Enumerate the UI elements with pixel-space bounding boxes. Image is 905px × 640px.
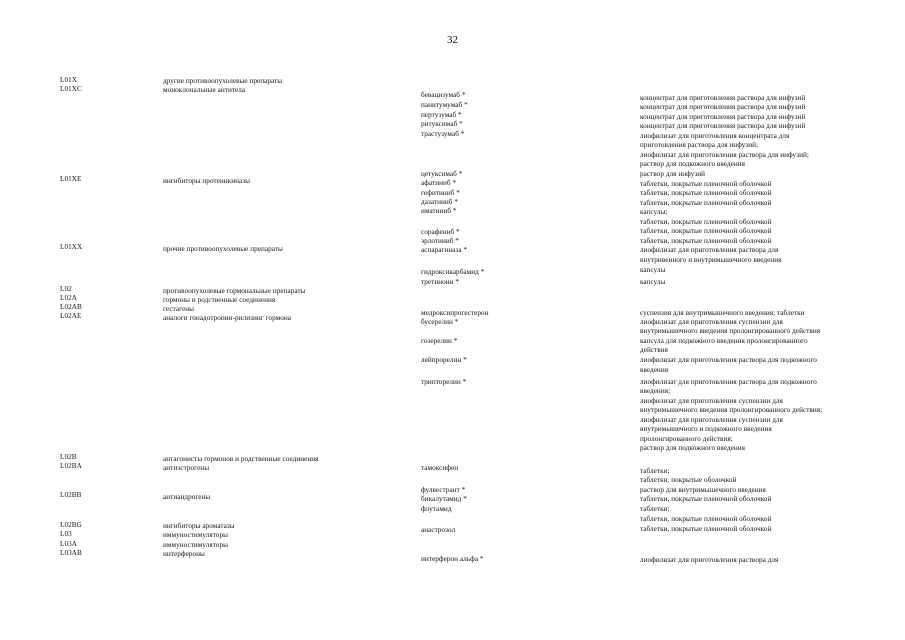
drug-name: бикалутамид *: [421, 495, 467, 503]
dosage-form: таблетки, покрытые оболочкой: [640, 476, 737, 484]
atx-code: L02AB: [60, 303, 82, 311]
dosage-form: концентрат для приготовления раствора для инфузий: [640, 94, 806, 102]
dosage-form: лиофилизат для приготовления раствора для подкожного: [640, 378, 817, 386]
group-description: противоопухолевые гормональные препараты: [163, 287, 306, 295]
dosage-form: таблетки;: [640, 467, 670, 475]
dosage-form: внутримышечного введения пролонгированного действия: [640, 327, 821, 335]
dosage-form: раствор для внутримышечного введения: [640, 486, 766, 494]
dosage-form: таблетки, покрытые пленочной оболочкой: [640, 495, 772, 503]
atx-code: L01XE: [60, 175, 82, 183]
dosage-form: действия: [640, 346, 668, 354]
dosage-form: капсулы: [640, 266, 666, 274]
drug-name: гидроксикарбамид *: [421, 268, 485, 276]
dosage-form: таблетки, покрытые пленочной оболочкой: [640, 189, 772, 197]
dosage-form: концентрат для приготовления раствора для инфузий: [640, 103, 806, 111]
drug-name: цетуксимаб *: [421, 170, 463, 178]
dosage-form: введения;: [640, 387, 671, 395]
group-description: ингибиторы протеинкиназы: [163, 177, 251, 185]
dosage-form: таблетки, покрытые пленочной оболочкой: [640, 180, 772, 188]
dosage-form: лиофилизат для приготовления раствора для инфузий;: [640, 151, 809, 159]
dosage-form: лиофилизат для приготовления раствора для подкожного: [640, 356, 817, 364]
group-description: антагонисты гормонов и родственные соединения: [163, 455, 319, 463]
dosage-form: раствор для подкожного введения: [640, 444, 746, 452]
atx-code: L02BA: [60, 462, 82, 470]
group-description: антиандрогены: [163, 493, 211, 501]
dosage-form: таблетки, покрытые пленочной оболочкой: [640, 515, 772, 523]
drug-name: лейпрорелин *: [421, 356, 467, 364]
group-description: иммуностимуляторы: [163, 541, 228, 549]
dosage-form: лиофилизат для приготовления раствора для: [640, 246, 779, 254]
group-description: гестагены: [163, 305, 195, 313]
atx-code: L02B: [60, 453, 77, 461]
dosage-form: таблетки, покрытые пленочной оболочкой: [640, 218, 772, 226]
atx-code: L01XX: [60, 243, 83, 251]
atx-code: L03: [60, 530, 72, 538]
group-description: прочие противоопухолевые препараты: [163, 245, 283, 253]
group-description: другие противоопухолевые препараты: [163, 77, 283, 85]
drug-name: третиноин *: [421, 278, 460, 286]
dosage-form: капсула для подкожного введения пролонгированного: [640, 337, 808, 345]
dosage-form: внутривенного и внутримышечного введения: [640, 256, 782, 264]
drug-name: панитумумаб *: [421, 101, 468, 109]
group-description: антиэстрогены: [163, 464, 210, 472]
dosage-form: введения: [640, 366, 669, 374]
dosage-form: внутримышечного введения пролонгированного действия;: [640, 406, 823, 414]
dosage-form: приготовления раствора для инфузий;: [640, 141, 759, 149]
dosage-form: концентрат для приготовления раствора для инфузий: [640, 113, 806, 121]
atx-code: L01XC: [60, 85, 82, 93]
dosage-form: концентрат для приготовления раствора для инфузий: [640, 122, 806, 130]
dosage-form: лиофилизат для приготовления суспензии для: [640, 397, 783, 405]
atx-code: L01X: [60, 76, 77, 84]
dosage-form: капсулы;: [640, 208, 668, 216]
drug-name: гозерелин *: [421, 337, 458, 345]
atx-code: L02BB: [60, 491, 82, 499]
drug-name: анастрозол: [421, 526, 456, 534]
dosage-form: лиофилизат для приготовления раствора для: [640, 556, 779, 564]
dosage-form: таблетки;: [640, 505, 670, 513]
drug-name: фулвестрант *: [421, 486, 466, 494]
drug-name: эрлотиниб *: [421, 237, 459, 245]
dosage-form: таблетки, покрытые пленочной оболочкой: [640, 227, 772, 235]
drug-name: трастузумаб *: [421, 130, 465, 138]
drug-name: флутамид: [421, 505, 452, 513]
dosage-form: раствор для подкожного введения: [640, 160, 746, 168]
atx-code: L02AE: [60, 312, 82, 320]
page-number: 32: [447, 34, 458, 46]
drug-name: сорафениб *: [421, 228, 460, 236]
dosage-form: лиофилизат для приготовления суспензии для: [640, 318, 783, 326]
dosage-form: таблетки, покрытые пленочной оболочкой: [640, 199, 772, 207]
dosage-form: капсулы: [640, 278, 666, 286]
drug-name: аспарагиназа *: [421, 246, 468, 254]
drug-name: гефитиниб *: [421, 189, 460, 197]
dosage-form: пролонгированного действия;: [640, 435, 733, 443]
dosage-form: лиофилизат для приготовления суспензии для: [640, 416, 783, 424]
dosage-form: внутримышечного и подкожного введения: [640, 425, 772, 433]
drug-name: бусерелин *: [421, 318, 459, 326]
group-description: интерфероны: [163, 550, 205, 558]
dosage-form: суспензия для внутримышечного введения; таблетки: [640, 309, 805, 317]
drug-name: трипторелин *: [421, 378, 467, 386]
atx-code: L02A: [60, 294, 77, 302]
drug-name: бевацизумаб *: [421, 91, 466, 99]
atx-code: L03AB: [60, 549, 82, 557]
dosage-form: лиофилизат для приготовления концентрата для: [640, 132, 790, 140]
drug-name: пертузумаб *: [421, 111, 462, 119]
dosage-form: таблетки, покрытые пленочной оболочкой: [640, 237, 772, 245]
group-description: аналоги гонадотропин-рилизинг гормона: [163, 314, 291, 322]
drug-name: ритуксимаб *: [421, 120, 463, 128]
drug-name: медроксипрогестерон: [421, 309, 489, 317]
drug-name: афатиниб *: [421, 179, 457, 187]
drug-name: иматиниб *: [421, 207, 457, 215]
dosage-form: раствор для инфузий: [640, 170, 706, 178]
group-description: моноклональные антитела: [163, 86, 246, 94]
group-description: ингибиторы ароматазы: [163, 522, 235, 530]
atx-code: L02: [60, 285, 72, 293]
atx-code: L02BG: [60, 521, 82, 529]
drug-name: интерферон альфа *: [421, 555, 484, 563]
atx-code: L03A: [60, 540, 77, 548]
dosage-form: таблетки, покрытые пленочной оболочкой: [640, 525, 772, 533]
drug-name: дазатиниб *: [421, 198, 458, 206]
group-description: иммуностимуляторы: [163, 531, 228, 539]
drug-name: тамоксифен: [421, 464, 459, 472]
group-description: гормоны и родственные соединения: [163, 296, 276, 304]
